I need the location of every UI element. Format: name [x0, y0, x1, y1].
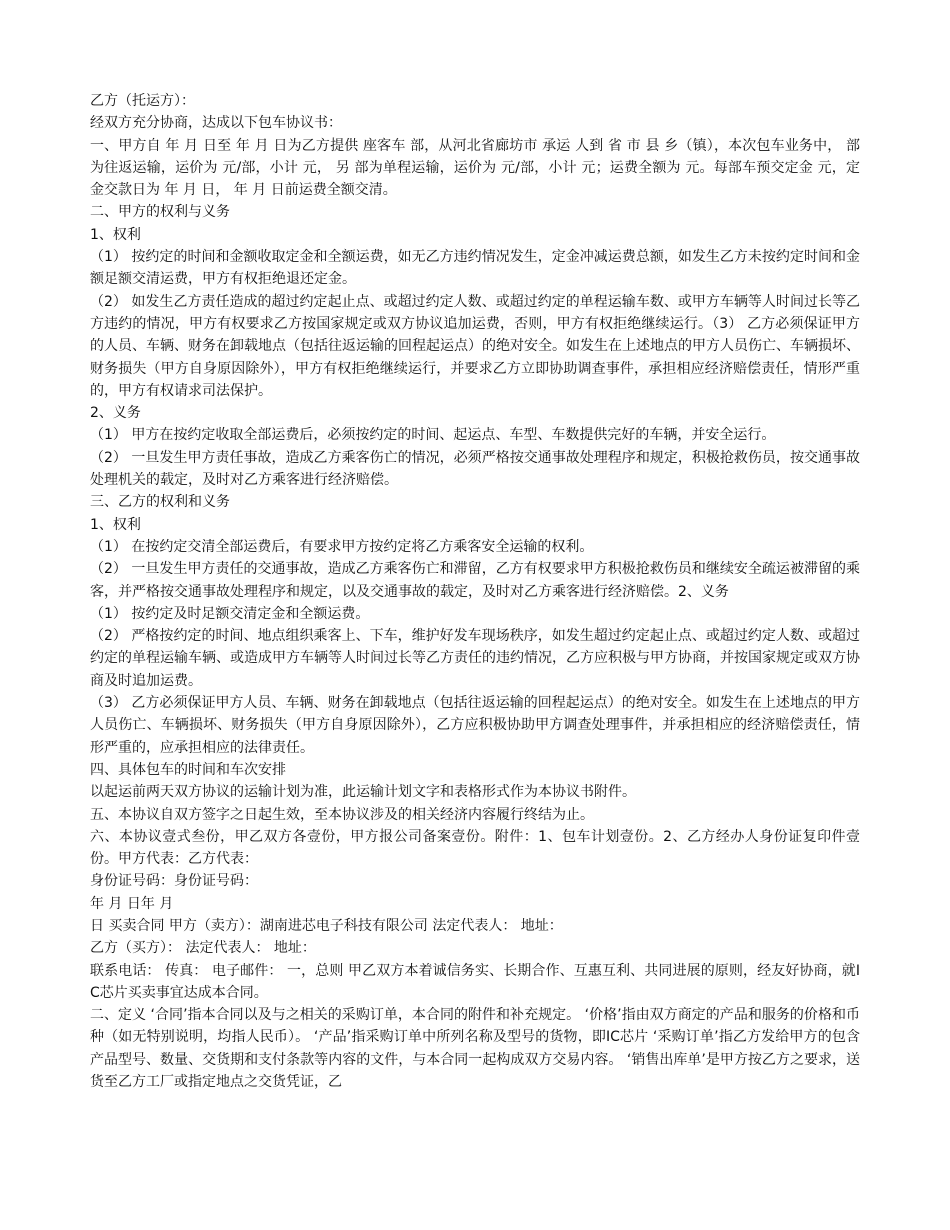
paragraph: 以起运前两天双方协议的运输计划为准，此运输计划文字和表格形式作为本协议书附件。: [90, 784, 636, 801]
paragraph: （1） 按约定的时间和金额收取定金和全额运费，如无乙方违约情况发生，定金冲减运费总额，如发生乙方未按约定时间和金额足额交清运费，甲方有权拒绝退还定金。: [90, 249, 860, 288]
section-heading: 三、乙方的权利和义务: [90, 494, 230, 511]
section-heading: 二、甲方的权利与义务: [90, 204, 230, 221]
section-heading: 四、具体包车的时间和车次安排: [90, 761, 286, 778]
contract-header-line: 日 买卖合同 甲方（卖方）：湖南进芯电子科技有限公司 法定代表人： 地址：: [90, 917, 563, 934]
paragraph: （2） 严格按约定的时间、地点组织乘客上、下车，维护好发车现场秩序，如发生超过约定起止点、或超过约定人数、或超过约定的单程运输车辆、或造成甲方车辆等人时间过长等乙方责任的违约情况，乙方应积极与甲方协商，并按国家规定或双方协商及时追加运费。: [90, 628, 860, 689]
paragraph: 经双方充分协商，达成以下包车协议书：: [90, 115, 342, 132]
paragraph: 一、甲方自 年 月 日至 年 月 日为乙方提供 座客车 部，从河北省廊坊市 承运 人到 省 市 县 乡（镇），本次包车业务中， 部为往返运输，运价为 元/部，小计 元， 另 部为单程运输，运价为 元/部，小计 元；运费全额为 元。每部车预交定金 元，定金交款日为 年 月 日， 年 月 日前运费全额交清。: [90, 137, 860, 199]
paragraph: 五、本协议自双方签字之日起生效，至本协议涉及的相关经济内容履行终结为止。: [90, 806, 594, 823]
paragraph: （3） 乙方必须保证甲方人员、车辆、财务在卸载地点（包括往返运输的回程起运点）的绝对安全。如发生在上述地点的甲方人员伤亡、车辆损坏、财务损失（甲方自身原因除外），乙方应积极协助甲方调查处理事件，并承担相应的经济赔偿责任，情形严重的，应承担相应的法律责任。: [90, 695, 860, 756]
paragraph: （2） 一旦发生甲方责任事故，造成乙方乘客伤亡的情况，必须严格按交通事故处理程序和规定，积极抢救伤员，按交通事故处理机关的载定，及时对乙方乘客进行经济赔偿。: [90, 449, 860, 489]
paragraph: （2） 如发生乙方责任造成的超过约定起止点、或超过约定人数、或超过约定的单程运输车数、或甲方车辆等人时间过长等乙方违约的情况，甲方有权要求乙方按国家规定或双方协议追加运费，否则，甲方有权拒绝继续运行。（3） 乙方必须保证甲方的人员、车辆、财务在卸载地点（包括往返运输的回程起运点）的绝对安全。如发生在上述地点的甲方人员伤亡、车辆损坏、财务损失（甲方自身原因除外），甲方有权拒绝继续运行，并要求乙方立即协助调查事件，承担相应经济赔偿责任，情形严重的，甲方有权请求司法保护。: [90, 293, 860, 399]
paragraph: （1） 按约定及时足额交清定金和全额运费。: [90, 605, 370, 622]
paragraph: （2） 一旦发生甲方责任的交通事故，造成乙方乘客伤亡和滞留，乙方有权要求甲方积极抢救伤员和继续安全疏运被滞留的乘客，并严格按交通事故处理程序和规定，以及交通事故的载定，及时对乙方乘客进行经济赔偿。2、义务: [90, 561, 860, 600]
date-line: 年 月 日年 月: [90, 895, 174, 912]
subsection-heading: 1、权利: [90, 226, 141, 243]
subsection-heading: 1、权利: [90, 516, 141, 533]
paragraph: 二、定义 ‘合同’指本合同以及与之相关的采购订单，本合同的附件和补充规定。 ‘价格’指由双方商定的产品和服务的价格和币种（如无特别说明，均指人民币）。 ‘产品’指采购订单中所列名称及型号的货物，即IC芯片 ‘采购订单’指乙方发给甲方的包含产品型号、数量、交货期和支付条款等内容的文件，与本合同一起构成双方交易内容。 ‘销售出库单’是甲方按乙方之要求，送货至乙方工厂或指定地点之交货凭证，乙: [90, 1007, 860, 1091]
paragraph: （1） 甲方在按约定收取全部运费后，必须按约定的时间、起运点、车型、车数提供完好的车辆，并安全运行。: [90, 427, 776, 444]
paragraph: 联系电话： 传真： 电子邮件： 一，总则 甲乙双方本着诚信务实、长期合作、互惠互利、共同进展的原则，经友好协商，就IC芯片买卖事宜达成本合同。: [90, 962, 860, 1001]
signature-line: 身份证号码：身份证号码：: [90, 873, 258, 890]
paragraph: （1） 在按约定交清全部运费后，有要求甲方按约定将乙方乘客安全运输的权利。: [90, 538, 594, 555]
subsection-heading: 2、义务: [90, 405, 141, 422]
party-line: 乙方（买方）： 法定代表人： 地址：: [90, 940, 316, 957]
paragraph: 乙方（托运方）：: [90, 93, 195, 109]
paragraph: 六、本协议壹式叁份，甲乙双方各壹份，甲方报公司备案壹份。附件：1、包车计划壹份。2、乙方经办人身份证复印件壹份。甲方代表：乙方代表：: [90, 828, 860, 868]
document-body: [90, 90, 860, 1093]
